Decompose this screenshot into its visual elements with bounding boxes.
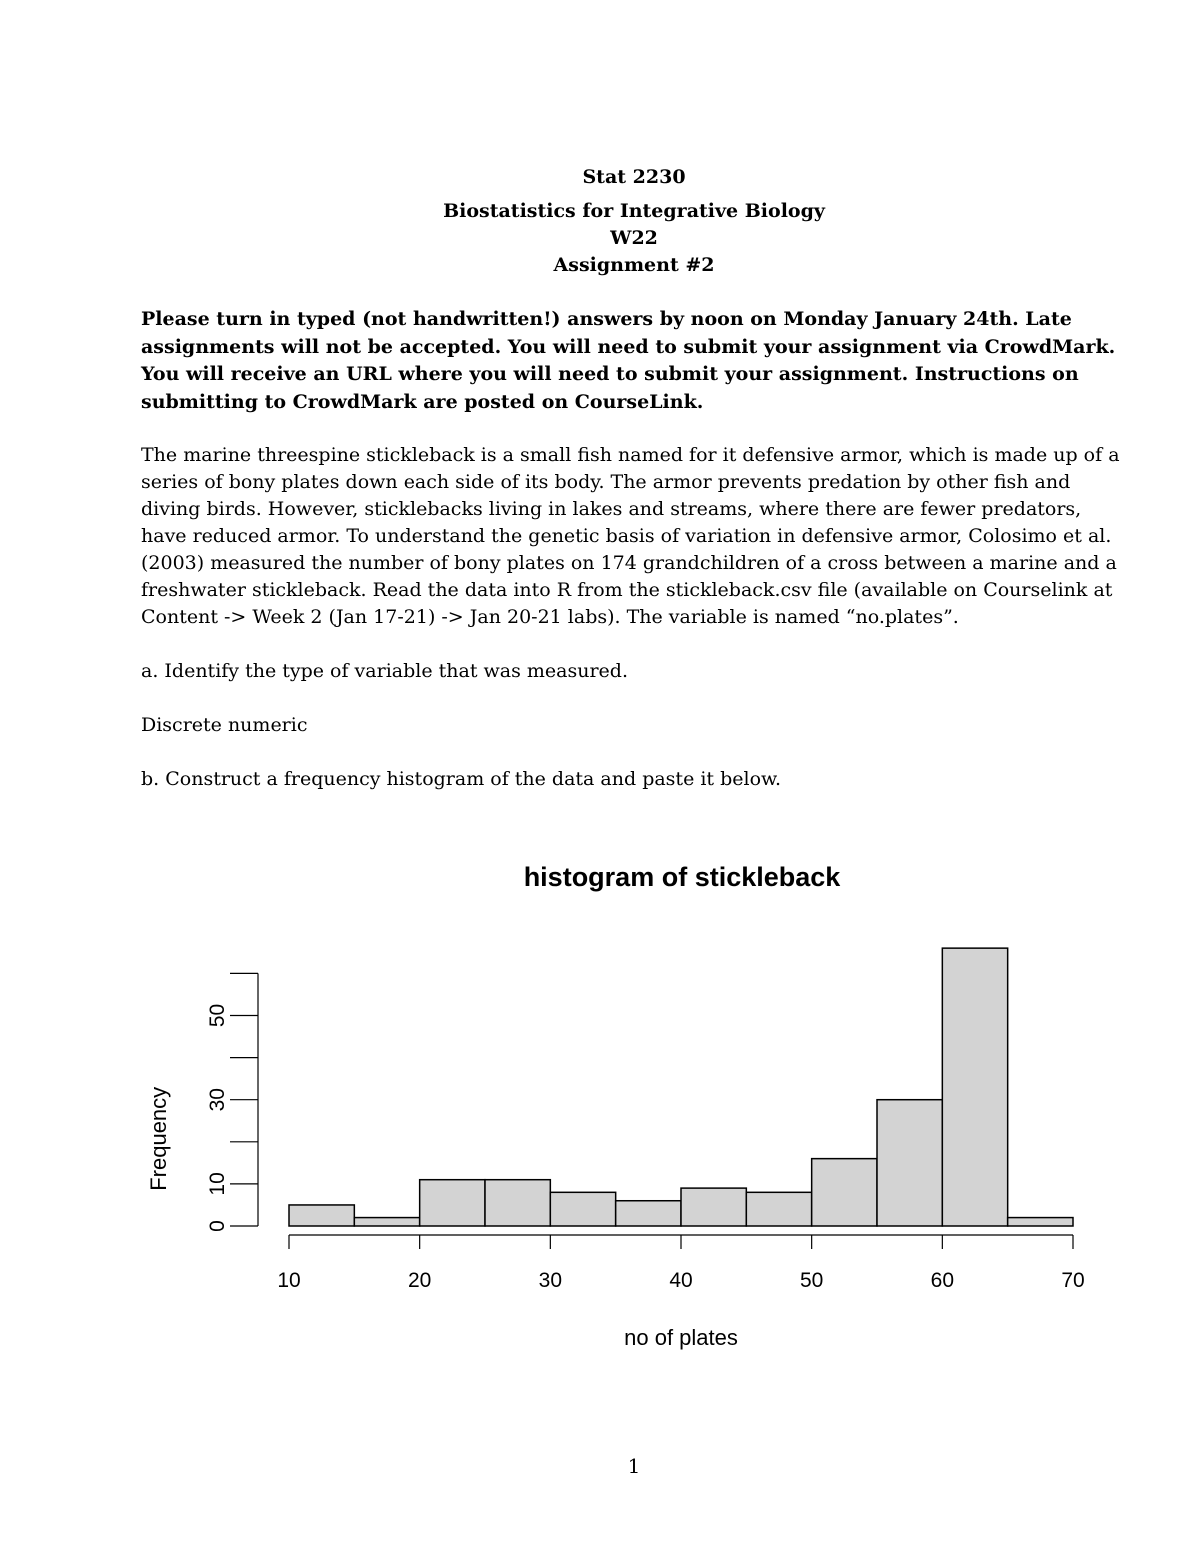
question-b: b. Construct a frequency histogram of the data and paste it below.: [141, 768, 782, 790]
histogram-bar: [420, 1180, 485, 1226]
submission-instructions: Please turn in typed (not handwritten!) answers by noon on Monday January 24th. Late assignments will not be accepted. You will need to submit your assignment via CrowdMark. You will receive an URL where you will need to submit your assignment. Instructions on submitting to CrowdMark are posted on CourseLink.: [141, 308, 1116, 413]
intro-paragraph: The marine threespine stickleback is a small fish named for it defensive armor, which is made up of a series of bony plates down each side of its body. The armor prevents predation by other fish and diving birds. However, sticklebacks living in lakes and streams, where there are fewer predators, have reduced armor. To understand the genetic basis of variation in defensive armor, Colosimo et al. (2003) measured the number of bony plates on 174 grandchildren of a cross between a marine and a freshwater stickleback. Read the data into R from the stickleback.csv file (available on Courselink at Content -> Week 2 (Jan 17-21) -> Jan 20-21 labs). The variable is named “no.plates”.: [141, 444, 1120, 628]
course-code: Stat 2230: [582, 166, 686, 188]
document-header: [0, 164, 1200, 279]
histogram-bar: [289, 1205, 354, 1226]
histogram-bar: [485, 1180, 550, 1226]
histogram-bar: [812, 1159, 877, 1226]
histogram-bar: [354, 1218, 419, 1226]
x-tick-label: 20: [407, 1269, 432, 1292]
histogram-bar: [681, 1188, 746, 1226]
y-axis-label: Frequency: [146, 1086, 171, 1191]
term: W22: [610, 227, 658, 249]
x-tick-label: 30: [538, 1269, 563, 1292]
y-tick-label: 50: [206, 1003, 229, 1028]
course-title: Biostatistics for Integrative Biology: [443, 200, 825, 222]
histogram-bar: [877, 1100, 942, 1226]
y-tick-label: 30: [206, 1088, 229, 1112]
x-tick-label: 70: [1061, 1269, 1085, 1292]
x-tick-label: 60: [930, 1269, 955, 1292]
answer-a: Discrete numeric: [141, 714, 308, 736]
page-number: 1: [627, 1454, 641, 1478]
histogram-bar: [942, 948, 1007, 1226]
assignment-title: Assignment #2: [553, 254, 715, 276]
x-axis-label: no of plates: [624, 1325, 738, 1350]
y-tick-label: 0: [206, 1220, 229, 1232]
y-tick-label: 10: [206, 1172, 229, 1196]
histogram-bar: [616, 1201, 681, 1226]
histogram-bar: [550, 1192, 615, 1226]
x-tick-label: 10: [277, 1269, 301, 1292]
x-tick-label: 50: [799, 1269, 824, 1292]
histogram-chart: [130, 855, 1110, 1375]
chart-title: histogram of stickleback: [523, 862, 841, 892]
histogram-bar: [746, 1192, 811, 1226]
question-a: a. Identify the type of variable that was measured.: [141, 660, 628, 682]
histogram-bar: [1008, 1218, 1073, 1226]
x-tick-label: 40: [669, 1269, 693, 1292]
